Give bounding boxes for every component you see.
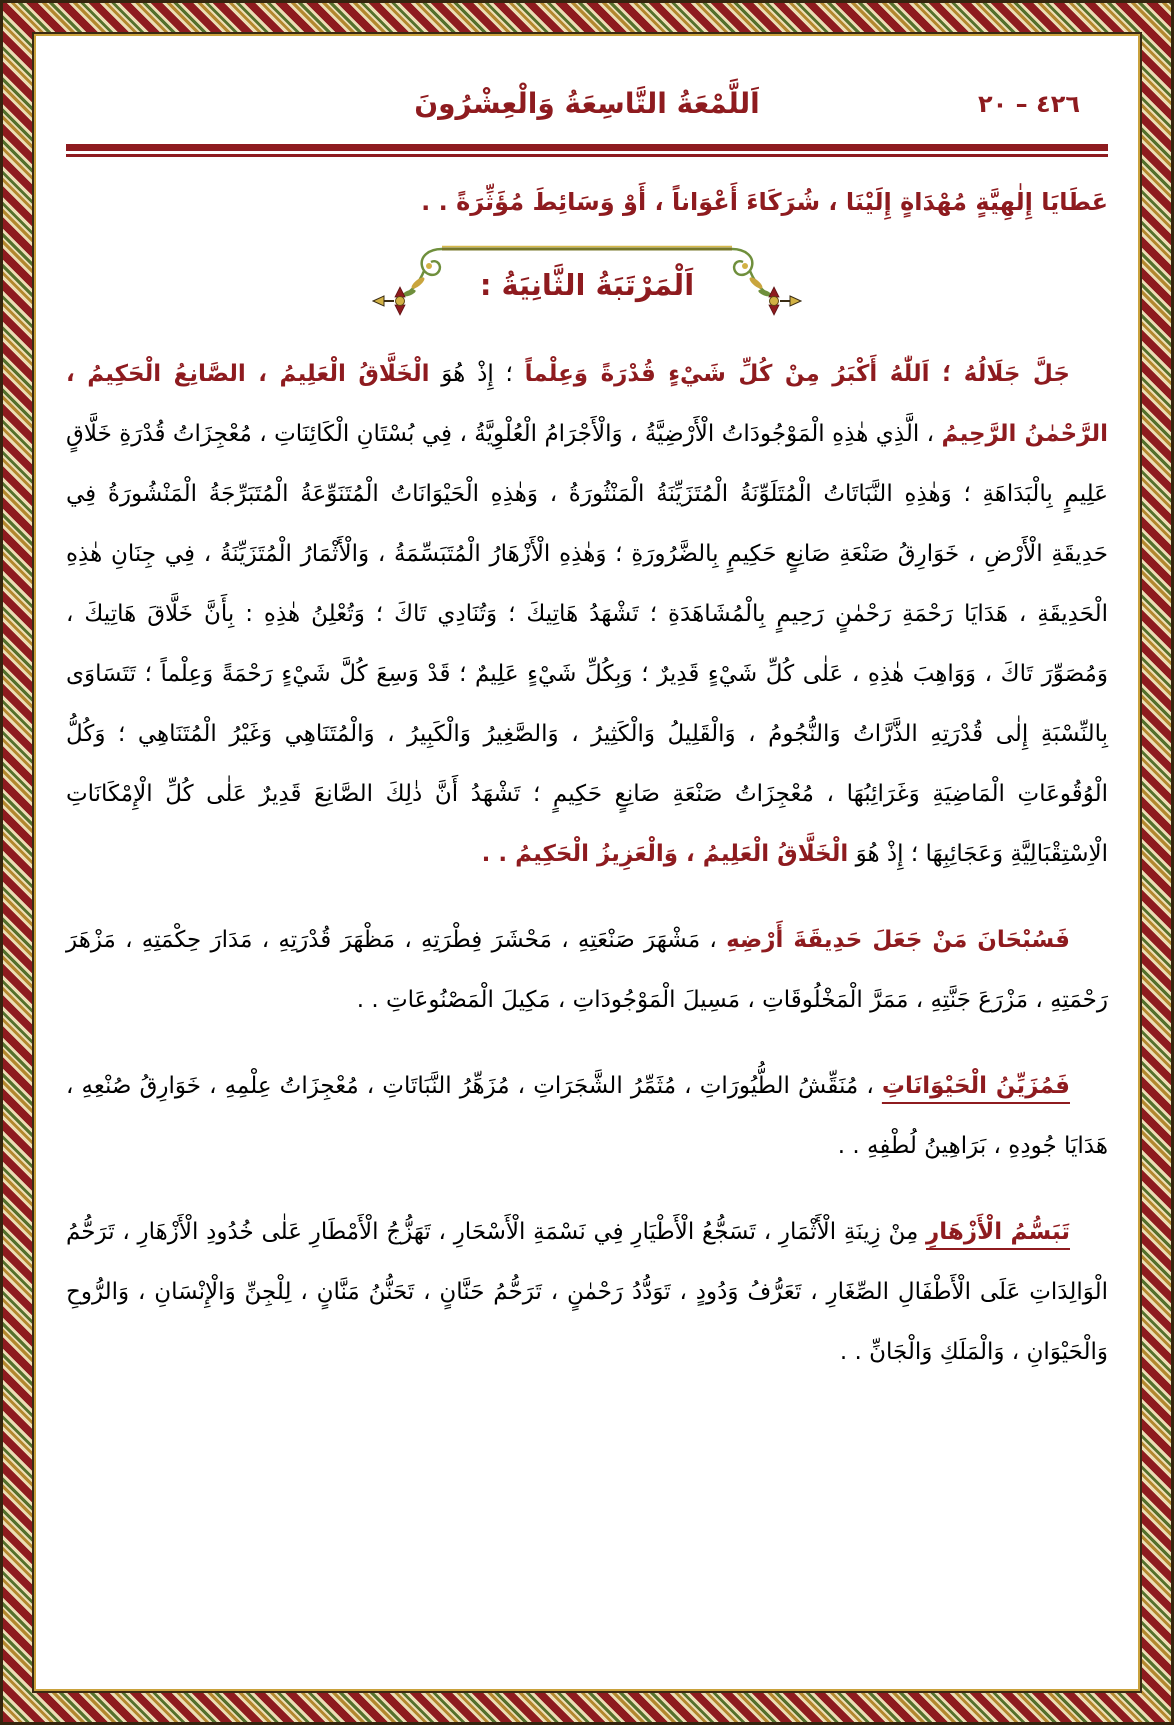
paragraph-segment: فَمُزَيِّنُ الْحَيْوَانَاتِ <box>881 1073 1070 1100</box>
intro-line: عَطَايَا إِلٰهِيَّةٍ مُهْدَاةٍ إِلَيْنَا ، شُرَكَاءَ أَعْوَاناً ، أَوْ وَسَائِطَ مُؤَثِّرَةً . . <box>421 188 1108 216</box>
page-content <box>34 34 1140 1691</box>
double-rule-thick <box>66 144 1108 151</box>
paragraph-segment: مِنْ زِينَةِ الْأَثْمَارِ ، تَسَجُّعُ الْأَطْيَارِ فِي نَسْمَةِ الْأَسْحَارِ ، تَهَزُّجُ الْأَمْطَارِ عَلٰى خُدُودِ الْأَزْهَارِ ، تَرَحُّمُ الْوَالِدَاتِ عَلَى الْأَطْفَالِ الصِّغَارِ ، تَعَرُّفُ وَدُودٍ ، تَوَدُّدُ رَحْمٰنٍ ، تَرَحُّمُ حَنَّانٍ ، تَحَنُّنُ مَنَّانٍ ، لِلْجِنِّ وَالْإِنْسَانِ ، وَالرُّوحِ وَالْحَيْوَانِ ، وَالْمَلَكِ وَالْجَانِّ . . <box>66 1219 1108 1366</box>
paragraph-segment: تَبَسُّمُ الْأَزْهَارِ <box>926 1219 1070 1246</box>
paragraph <box>66 344 1108 884</box>
paragraph-segment: ؛ إِذْ هُوَ <box>429 361 525 388</box>
paragraph-segment: ، مَشْهَرَ صَنْعَتِهِ ، مَحْشَرَ فِطْرَتِهِ ، مَظْهَرَ قُدْرَتِهِ ، مَدَارَ حِكْمَتِهِ ، مَزْهَرَ رَحْمَتِهِ ، مَزْرَعَ جَنَّتِهِ ، مَمَرَّ الْمَخْلُوقَاتِ ، مَسِيلَ الْمَوْجُودَاتِ ، مَكِيلَ الْمَصْنُوعَاتِ . . <box>66 927 1108 1014</box>
paragraph <box>66 1056 1108 1176</box>
paragraphs <box>66 344 1108 1382</box>
paragraph-segment: الْخَلَّاقُ الْعَلِيمُ ، الصَّانِعُ الْحَكِيمُ ، الرَّحْمٰنُ الرَّحِيمُ <box>66 361 1109 448</box>
paragraph-segment: ، مُنَقِّشُ الطُّيُورَاتِ ، مُثَمِّرُ الشَّجَرَاتِ ، مُزَهِّرُ النَّبَاتَاتِ ، مُعْجِزَاتُ عِلْمِهِ ، خَوَارِقُ صُنْعِهِ ، هَدَايَا جُودِهِ ، بَرَاهِينُ لُطْفِهِ . . <box>66 1073 1108 1160</box>
paragraph-segment: الْخَلَّاقُ الْعَلِيمُ ، وَالْعَزِيزُ الْحَكِيمُ . . <box>481 841 849 868</box>
page-number: ٤٢٦ – ٢٠ <box>978 90 1080 118</box>
section-heading: اَلْمَرْتَبَةُ الثَّانِيَةُ : <box>479 268 695 303</box>
page-title: اَللَّمْعَةُ التَّاسِعَةُ وَالْعِشْرُونَ <box>414 87 760 120</box>
paragraph-segment: فَسُبْحَانَ مَنْ جَعَلَ حَدِيقَةَ أَرْضِهِ <box>726 927 1070 954</box>
paragraph <box>66 1202 1108 1382</box>
double-rule-thin <box>66 154 1108 157</box>
section-ornament <box>372 238 802 336</box>
page-header <box>66 74 1108 138</box>
paragraph <box>66 910 1108 1030</box>
paragraph-segment: جَلَّ جَلَالُهُ ؛ اَللّٰهُ أَكْبَرُ مِنْ كُلِّ شَيْءٍ قُدْرَةً وَعِلْماً <box>524 361 1070 388</box>
paragraph-segment: ، الَّذِي هٰذِهِ الْمَوْجُودَاتُ الْأَرْضِيَّةُ ، وَالْأَجْرَامُ الْعُلْوِيَّةُ ، فِي بُسْتَانِ الْكَائِنَاتِ ، مُعْجِزَاتُ قُدْرَةِ خَلَّاقٍ عَلِيمٍ بِالْبَدَاهَةِ ؛ وَهٰذِهِ النَّبَاتَاتُ الْمُتَلَوِّنَةُ الْمُتَزَيِّنَةُ الْمَنْثُورَةُ ، وَهٰذِهِ الْحَيْوَانَاتُ الْمُتَنَوِّعَةُ الْمُتَبَرِّجَةُ الْمَنْشُورَةُ فِي حَدِيقَةِ الْأَرْضِ ، خَوَارِقُ صَنْعَةِ صَانِعٍ حَكِيمٍ بِالضَّرُورَةِ ؛ وَهٰذِهِ الْأَزْهَارُ الْمُتَبَسِّمَةُ ، وَالْأَثْمَارُ الْمُتَزَيِّنَةُ ، فِي جِنَانِ هٰذِهِ الْحَدِيقَةِ ، هَدَايَا رَحْمَةِ رَحْمٰنٍ رَحِيمٍ بِالْمُشَاهَدَةِ ؛ تَشْهَدُ هَاتِيكَ ؛ وَتُنَادِي تَاكَ ؛ وَتُعْلِنُ هٰذِهِ : بِأَنَّ خَلَّاقَ هَاتِيكَ ، وَمُصَوِّرَ تَاكَ ، وَوَاهِبَ هٰذِهِ ، عَلٰى كُلِّ شَيْءٍ قَدِيرٌ ؛ وَبِكُلِّ شَيْءٍ عَلِيمٌ ؛ قَدْ وَسِعَ كُلَّ شَيْءٍ رَحْمَةً وَعِلْماً ؛ تَتَسَاوَى بِالنِّسْبَةِ إِلٰى قُدْرَتِهِ الذَّرَّاتُ وَالنُّجُومُ ، وَالْقَلِيلُ وَالْكَثِيرُ ، وَالصَّغِيرُ وَالْكَبِيرُ ، وَالْمُتَنَاهِي وَغَيْرُ الْمُتَنَاهِي ؛ وَكُلُّ الْوُقُوعَاتِ الْمَاضِيَةِ وَغَرَائِبُهَا ، مُعْجِزَاتُ صَنْعَةِ صَانِعٍ حَكِيمٍ ؛ تَشْهَدُ أَنَّ ذٰلِكَ الصَّانِعَ قَدِيرٌ عَلٰى كُلِّ الْإِمْكَانَاتِ الْاِسْتِقْبَالِيَّةِ وَعَجَائِبِهَا ؛ إِذْ هُوَ <box>66 421 1108 868</box>
